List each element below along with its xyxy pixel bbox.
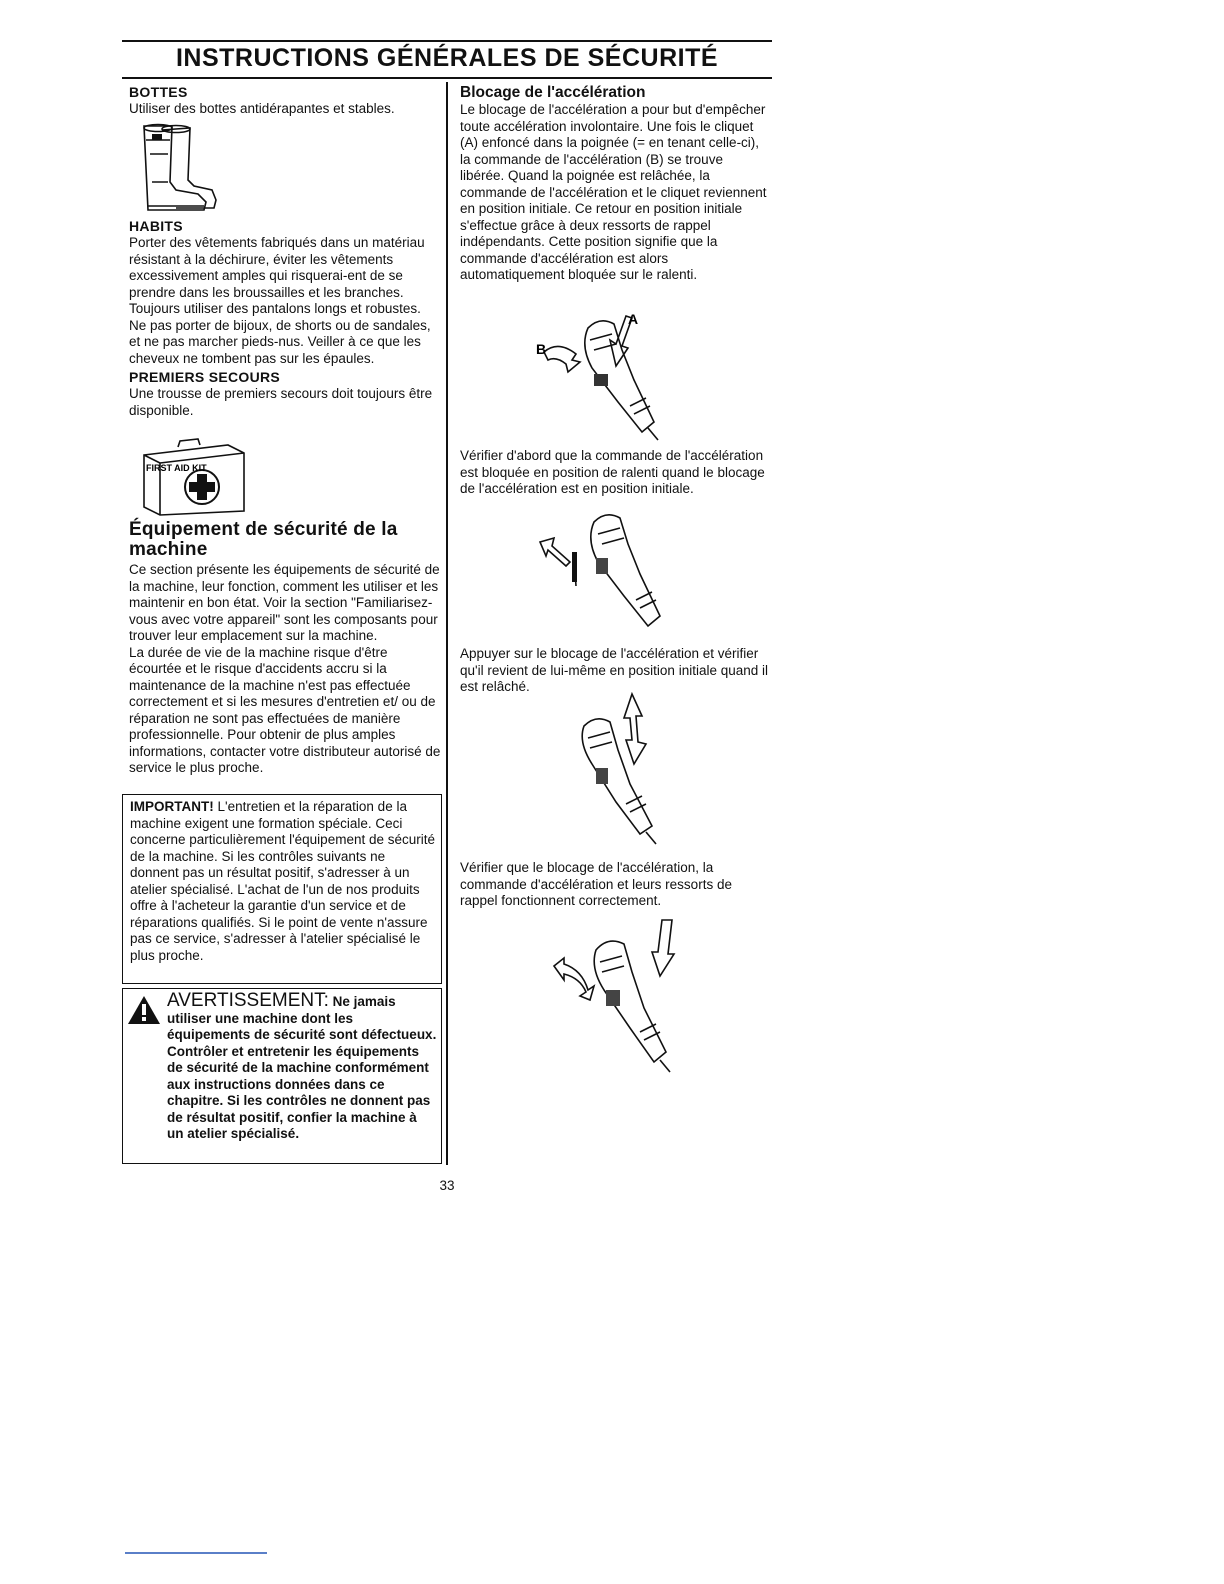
page-number: 33 — [439, 1178, 455, 1193]
title-rule — [122, 77, 772, 79]
equipement-section — [129, 520, 441, 777]
throttle-handle-illustration-ab — [530, 310, 670, 445]
important-text: L'entretien et la réparation de la machine exigent une formation spéciale. Ceci concerne particulièrement l'équipement de sécurité de la machine. Si les contrôles suivants ne donnent pas un résultat positif, s'adresser à un atelier spécialisé. L'achat de l'un de nos produits offre à l'acheteur la garantie d'un service et de réparations qualifiés. Si le point de vente n'assure pas ce service, s'adresser à l'atelier spécialisé le plus proche. — [130, 799, 435, 963]
top-rule — [122, 40, 772, 42]
bottes-heading: BOTTES — [129, 84, 188, 100]
throttle-handle-illustration-function — [548, 916, 698, 1076]
habits-section — [129, 218, 441, 419]
warning-triangle-icon — [127, 995, 161, 1025]
secours-heading: PREMIERS SECOURS — [129, 369, 281, 385]
column-divider — [446, 82, 448, 1165]
first-aid-kit-illustration — [140, 437, 248, 517]
bottes-text: Utiliser des bottes antidérapantes et stables. — [129, 101, 395, 116]
kit-label: FIRST AID KIT — [146, 463, 207, 473]
boots-illustration — [132, 120, 218, 220]
warning-label: AVERTISSEMENT: — [167, 990, 329, 1011]
blocage-text: Le blocage de l'accélération a pour but d'empêcher toute accélération involontaire. Une fois le cliquet (A) enfoncé dans la poignée (= en tenant celle-ci), la commande de l'accélération (B) se trouve libérée. Quand la poignée est relâchée, la commande de l'accélération et le cliquet reviennent en position initiale. Ce retour en position initiale s'effectue grâce à deux ressorts de rappel indépendants. Cette position signifie que la commande d'accélération est alors automatiquement bloquée sur le ralenti. — [460, 102, 767, 282]
left-column — [129, 84, 441, 118]
verification-2-text: Vérifier que le blocage de l'accélération, la commande d'accélération et leurs ressorts de rappel fonctionnent correctement. — [460, 860, 732, 908]
secours-text: Une trousse de premiers secours doit toujours être disponible. — [129, 386, 433, 418]
warning-box — [122, 988, 442, 1164]
verification-1-text: Vérifier d'abord que la commande de l'accélération est bloquée en position de ralenti quand le blocage de l'accélération est en position initiale. — [460, 448, 765, 496]
appuyer-text: Appuyer sur le blocage de l'accélération et vérifier qu'il revient de lui-même en position initiale quand il est relâché. — [460, 646, 769, 694]
equipement-heading: Équipement de sécurité de la machine — [129, 519, 398, 560]
page-title: INSTRUCTIONS GÉNÉRALES DE SÉCURITÉ — [175, 44, 719, 72]
important-label: IMPORTANT! — [130, 799, 214, 814]
important-box — [122, 794, 442, 984]
blocage-heading: Blocage de l'accélération — [460, 84, 646, 101]
equipement-paragraph-2: La durée de vie de la machine risque d'être écourtée et le risque d'accidents accru si la maintenance de la machine n'est pas effectuée correctement et si les mesures d'entretien et/ ou de réparation ne sont pas effectuées de manière professionnelle. Pour obtenir de plus amples informations, contacter votre distributeur autorisé de service le plus proche. — [129, 644, 441, 775]
bottom-link-line — [125, 1552, 267, 1554]
warning-text: Ne jamais utiliser une machine dont les équipements de sécurité sont défectueux. Contrôler et entretenir les équipements de sécurité de la machine conformément aux instructions données dans ce chapitre. Si les contrôles ne donnent pas de résultat positif, confier la machine à un atelier spécialisé. — [167, 994, 437, 1141]
appuyer-section — [460, 646, 770, 696]
label-b: B — [536, 341, 547, 357]
habits-text: Porter des vêtements fabriqués dans un matériau résistant à la déchirure, éviter les vêtements excessivement amples qui risquerai-ent de se prendre dans les broussailles et les branches. Toujours utiliser des pantalons longs et robustes. Ne pas porter de bijoux, de shorts ou de sandales, et ne pas marcher pieds-nus. Veiller à ce que les cheveux ne tombent pas sur les épaules. — [129, 235, 431, 366]
blocage-section — [460, 84, 770, 284]
throttle-handle-illustration-release — [560, 692, 680, 850]
verification-1 — [460, 448, 770, 498]
verification-2 — [460, 860, 770, 910]
throttle-handle-illustration-locked — [536, 508, 676, 638]
equipement-paragraph-1: Ce section présente les équipements de sécurité de la machine, leur fonction, comment les utiliser et les maintenir en bon état. Voir la section "Familiarisez-vous avec votre appareil" sont les composants pour trouver leur emplacement sur la machine. — [129, 562, 440, 643]
habits-heading: HABITS — [129, 218, 183, 234]
label-a: A — [628, 311, 639, 327]
